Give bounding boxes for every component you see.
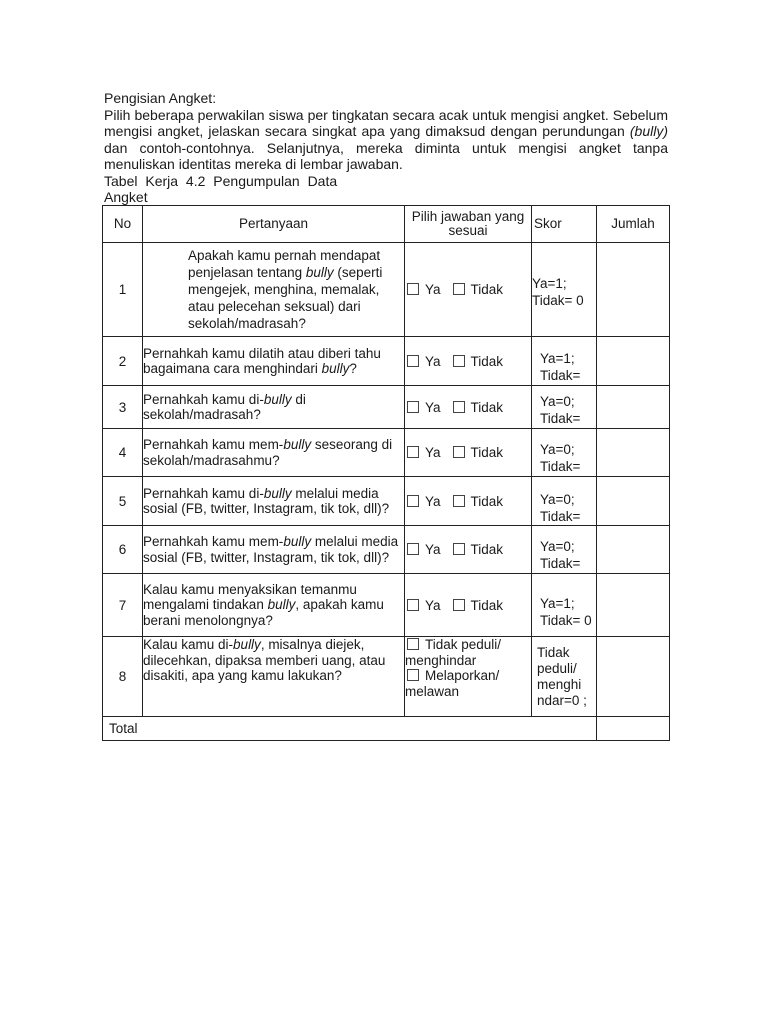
question-text-em: bully [233, 637, 261, 652]
table-caption-line2: Angket [104, 189, 148, 205]
answer-options [405, 526, 532, 574]
question-text-a: Pernahkah kamu di- [143, 391, 264, 407]
answer-options [405, 574, 532, 637]
question-text [143, 637, 405, 717]
question-text-b: , misalnya diejek, dilecehkan, dipaksa memberi uang, atau disakiti, apa yang kamu lakukan? [143, 637, 386, 683]
row-number: 4 [103, 429, 143, 477]
table-row [103, 386, 670, 429]
question-text [143, 429, 405, 477]
option-ya-label: Ya [425, 445, 441, 460]
score-rule-cell [532, 574, 597, 637]
option-tidak-label: Tidak [470, 493, 504, 509]
header-pilih-jawaban: Pilih jawaban yang sesuai [405, 206, 532, 243]
total-label: Total [103, 717, 597, 741]
checkbox-tidak[interactable] [453, 355, 465, 367]
option-melaporkan-label: Melaporkan/ melawan [405, 668, 500, 699]
checkbox-tidak[interactable] [453, 495, 465, 507]
option-tidak-label: Tidak [470, 353, 504, 369]
option-melaporkan [405, 668, 531, 699]
question-text-b: , apakah kamu berani menolongnya? [143, 597, 384, 628]
question-text-em: bully [321, 361, 350, 376]
option-ya-label: Ya [425, 542, 441, 557]
checkbox-ya[interactable] [407, 446, 419, 458]
checkbox-ya[interactable] [407, 599, 419, 611]
questionnaire-table [102, 205, 670, 741]
option-ya-label: Ya [425, 282, 441, 297]
answer-options [405, 243, 532, 337]
question-text-b: di sekolah/madrasah? [143, 391, 306, 422]
answer-options [405, 477, 532, 526]
answer-options [405, 429, 532, 477]
intro-paragraph-bully: (bully) [629, 123, 668, 140]
question-text-b: ? [349, 361, 357, 376]
score-rule: Ya=0; Tidak= [540, 492, 581, 524]
jumlah-cell[interactable] [597, 526, 670, 574]
score-rule: Ya=1; Tidak= 0 [540, 596, 592, 628]
jumlah-cell[interactable] [597, 337, 670, 386]
question-text-a: Pernahkah kamu mem- [143, 437, 284, 452]
table-row [103, 574, 670, 637]
question-text-a: Pernahkah kamu mem- [143, 534, 284, 549]
question-text-em: bully [267, 597, 296, 613]
question-text-em: bully [283, 437, 312, 452]
checkbox-ya[interactable] [407, 283, 419, 295]
table-row [103, 429, 670, 477]
question-text-em: bully [263, 391, 292, 407]
row-number: 2 [103, 337, 143, 386]
jumlah-cell[interactable] [597, 477, 670, 526]
intro-paragraph-part2: dan contoh-contohnya. Selanjutnya, mereka diminta untuk mengisi angket tanpa menuliskan identitas mereka di lembar jawaban. [104, 139, 668, 173]
intro-heading: Pengisian Angket: [104, 90, 217, 106]
score-rule-cell [532, 637, 597, 717]
checkbox-ya[interactable] [407, 355, 419, 367]
question-text-em: bully [263, 485, 292, 501]
row-number: 1 [103, 243, 143, 337]
score-rule-cell [532, 429, 597, 477]
question-text [143, 243, 405, 337]
question-text-b: melalui media sosial (FB, twitter, Instagram, tik tok, dll)? [143, 534, 399, 565]
score-rule-cell [532, 526, 597, 574]
option-ya-label: Ya [425, 493, 441, 509]
header-skor: Skor [532, 206, 597, 243]
score-rule-cell [532, 337, 597, 386]
jumlah-cell[interactable] [597, 637, 670, 717]
table-caption [104, 173, 404, 205]
question-text [143, 386, 405, 429]
question-text [143, 337, 405, 386]
row-number: 6 [103, 526, 143, 574]
jumlah-cell[interactable] [597, 429, 670, 477]
row-number: 3 [103, 386, 143, 429]
question-text-b: seseorang di sekolah/madrasahmu? [143, 437, 393, 468]
question-text-b: (seperti mengejek, menghina, memalak, atau pelecehan seksual) dari sekolah/madrasah? [188, 265, 383, 331]
score-rule-cell [532, 386, 597, 429]
question-text [143, 574, 405, 637]
question-text-em: bully [305, 265, 334, 280]
checkbox-melaporkan[interactable] [407, 669, 419, 681]
row-number: 7 [103, 574, 143, 637]
question-text-b: melalui media sosial (FB, twitter, Instagram, tik tok, dll)? [143, 485, 390, 516]
checkbox-tidak[interactable] [453, 446, 465, 458]
question-text-a: Pernahkah kamu di- [143, 485, 264, 501]
table-row [103, 477, 670, 526]
intro-paragraph [104, 107, 668, 173]
table-row [103, 337, 670, 386]
table-caption-line1: Tabel Kerja 4.2 Pengumpulan Data [104, 173, 338, 189]
table-row [103, 243, 670, 337]
option-tidak-peduli-label: Tidak peduli/ menghindar [405, 637, 502, 668]
jumlah-cell[interactable] [597, 574, 670, 637]
option-tidak-label: Tidak [470, 399, 504, 415]
jumlah-cell[interactable] [597, 243, 670, 337]
checkbox-ya[interactable] [407, 543, 419, 555]
option-tidak-label: Tidak [470, 445, 504, 460]
row-number: 5 [103, 477, 143, 526]
score-rule: Tidak peduli/ menghi ndar=0 ; [537, 645, 587, 708]
question-text-a: Apakah kamu pernah mendapat penjelasan tentang [188, 248, 381, 280]
question-text-em: bully [283, 534, 312, 549]
option-ya-label: Ya [425, 353, 441, 369]
header-jumlah: Jumlah [597, 206, 670, 243]
score-rule: Ya=0; Tidak= [540, 394, 581, 426]
checkbox-ya[interactable] [407, 401, 419, 413]
checkbox-tidak[interactable] [453, 283, 465, 295]
row-number: 8 [103, 637, 143, 717]
intro-section [104, 90, 668, 173]
header-no: No [103, 206, 143, 243]
header-row [103, 206, 670, 243]
option-ya-label: Ya [425, 399, 441, 415]
question-text-a: Pernahkah kamu dilatih atau diberi tahu bagaimana cara menghindari [143, 345, 381, 376]
question-text [143, 477, 405, 526]
question-text-a: Kalau kamu menyaksikan temanmu mengalami tindakan [143, 581, 357, 613]
checkbox-ya[interactable] [407, 495, 419, 507]
score-rule-cell [532, 477, 597, 526]
total-jumlah-cell[interactable] [597, 717, 670, 741]
checkbox-tidak[interactable] [453, 599, 465, 611]
checkbox-tidak-peduli[interactable] [407, 638, 419, 650]
header-pertanyaan: Pertanyaan [143, 206, 405, 243]
checkbox-tidak[interactable] [453, 543, 465, 555]
table-row [103, 526, 670, 574]
answer-options [405, 337, 532, 386]
checkbox-tidak[interactable] [453, 401, 465, 413]
score-rule: Ya=0; Tidak= [540, 442, 581, 474]
total-row [103, 717, 670, 741]
intro-paragraph-part1: Pilih beberapa perwakilan siswa per tingkatan secara acak untuk mengisi angket. Sebelum mengisi angket, jelaskan secara singkat apa yang dimaksud dengan perundungan [104, 106, 668, 140]
answer-options [405, 637, 532, 717]
score-rule: Ya=1; Tidak= 0 [532, 243, 597, 337]
option-ya-label: Ya [425, 597, 441, 613]
option-tidak-label: Tidak [470, 282, 504, 297]
jumlah-cell[interactable] [597, 386, 670, 429]
score-rule: Ya=0; Tidak= [540, 539, 581, 571]
question-text [143, 526, 405, 574]
answer-options [405, 386, 532, 429]
option-tidak-peduli [405, 637, 531, 668]
score-rule: Ya=1; Tidak= [540, 351, 581, 383]
question-text-a: Kalau kamu di- [143, 637, 234, 652]
table-row [103, 637, 670, 717]
option-tidak-label: Tidak [470, 542, 504, 557]
option-tidak-label: Tidak [470, 597, 504, 613]
